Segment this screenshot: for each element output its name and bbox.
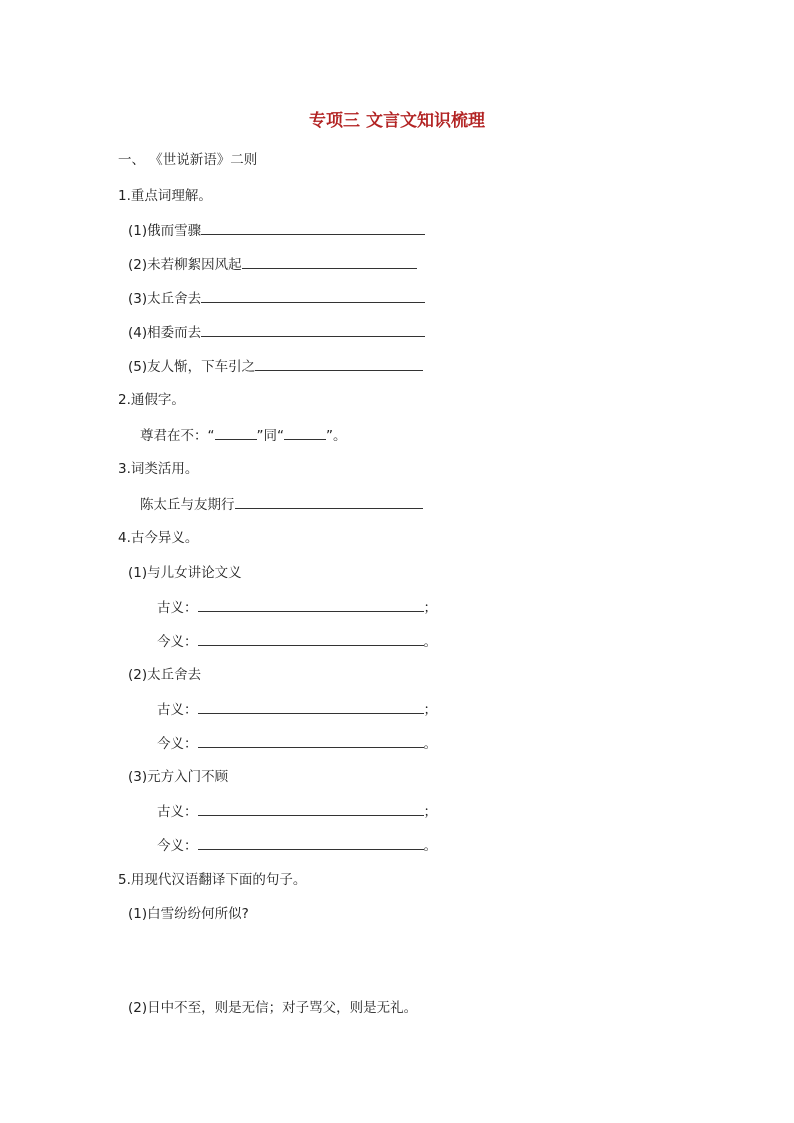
- answer-blank[interactable]: [201, 322, 425, 337]
- answer-blank[interactable]: [198, 699, 424, 714]
- semicolon: ；: [423, 600, 437, 616]
- q4-item-3-new: [157, 835, 437, 856]
- q1-item-4: [128, 322, 425, 343]
- q1-item-2: [128, 254, 417, 275]
- question-5-heading: 5.用现代汉语翻译下面的句子。: [118, 872, 307, 888]
- question-4-heading: 4.古今异义。: [118, 530, 199, 546]
- question-3-heading: 3.词类活用。: [118, 461, 199, 477]
- new-meaning-label: 今义：: [157, 634, 198, 650]
- answer-blank[interactable]: [201, 288, 425, 303]
- q4-item-3-old: [157, 801, 437, 822]
- answer-blank[interactable]: [284, 425, 326, 440]
- answer-blank[interactable]: [198, 835, 424, 850]
- old-meaning-label: 古义：: [157, 804, 198, 820]
- page-title: 专项三 文言文知识梳理: [309, 111, 485, 131]
- answer-blank[interactable]: [198, 631, 424, 646]
- question-1-heading: 1.重点词理解。: [118, 188, 212, 204]
- answer-blank[interactable]: [215, 425, 257, 440]
- q1-item-5: [128, 356, 423, 377]
- answer-blank[interactable]: [242, 254, 417, 269]
- q1-item-2-text: (2)未若柳絮因风起: [128, 257, 242, 273]
- answer-blank[interactable]: [235, 494, 423, 509]
- period: 。: [423, 634, 437, 650]
- question-2-heading: 2.通假字。: [118, 392, 185, 408]
- q2-suffix: ”。: [326, 428, 347, 444]
- answer-blank[interactable]: [198, 597, 424, 612]
- old-meaning-label: 古义：: [157, 702, 198, 718]
- q3-item: [140, 494, 423, 515]
- q1-item-5-text: (5)友人惭，下车引之: [128, 359, 256, 375]
- new-meaning-label: 今义：: [157, 838, 198, 854]
- q4-item-3-label: (3)元方入门不顾: [128, 769, 229, 785]
- q4-item-2-old: [157, 699, 437, 720]
- q2-prefix: 尊君在不：“: [140, 428, 215, 444]
- q4-item-2-new: [157, 733, 437, 754]
- q4-item-1-new: [157, 631, 437, 652]
- q1-item-4-text: (4)相委而去: [128, 325, 202, 341]
- period: 。: [423, 736, 437, 752]
- new-meaning-label: 今义：: [157, 736, 198, 752]
- q5-item-1: (1)白雪纷纷何所似?: [128, 906, 249, 922]
- q4-item-1-old: [157, 597, 437, 618]
- old-meaning-label: 古义：: [157, 600, 198, 616]
- q2-mid: ”同“: [256, 428, 284, 444]
- q1-item-1-text: (1)俄而雪骤: [128, 223, 202, 239]
- answer-blank[interactable]: [198, 801, 424, 816]
- section-heading: 一、 《世说新语》二则: [118, 152, 258, 168]
- q1-item-3-text: (3)太丘舍去: [128, 291, 202, 307]
- answer-blank[interactable]: [201, 220, 425, 235]
- answer-blank[interactable]: [198, 733, 424, 748]
- semicolon: ；: [423, 804, 437, 820]
- semicolon: ；: [423, 702, 437, 718]
- q2-item: [140, 425, 347, 446]
- q1-item-1: [128, 220, 425, 241]
- q4-item-2-label: (2)太丘舍去: [128, 667, 202, 683]
- answer-blank[interactable]: [255, 356, 423, 371]
- q3-item-text: 陈太丘与友期行: [140, 497, 235, 513]
- period: 。: [423, 838, 437, 854]
- q5-item-2: (2)日中不至，则是无信；对子骂父，则是无礼。: [128, 1000, 418, 1016]
- q4-item-1-label: (1)与儿女讲论文义: [128, 565, 242, 581]
- q1-item-3: [128, 288, 425, 309]
